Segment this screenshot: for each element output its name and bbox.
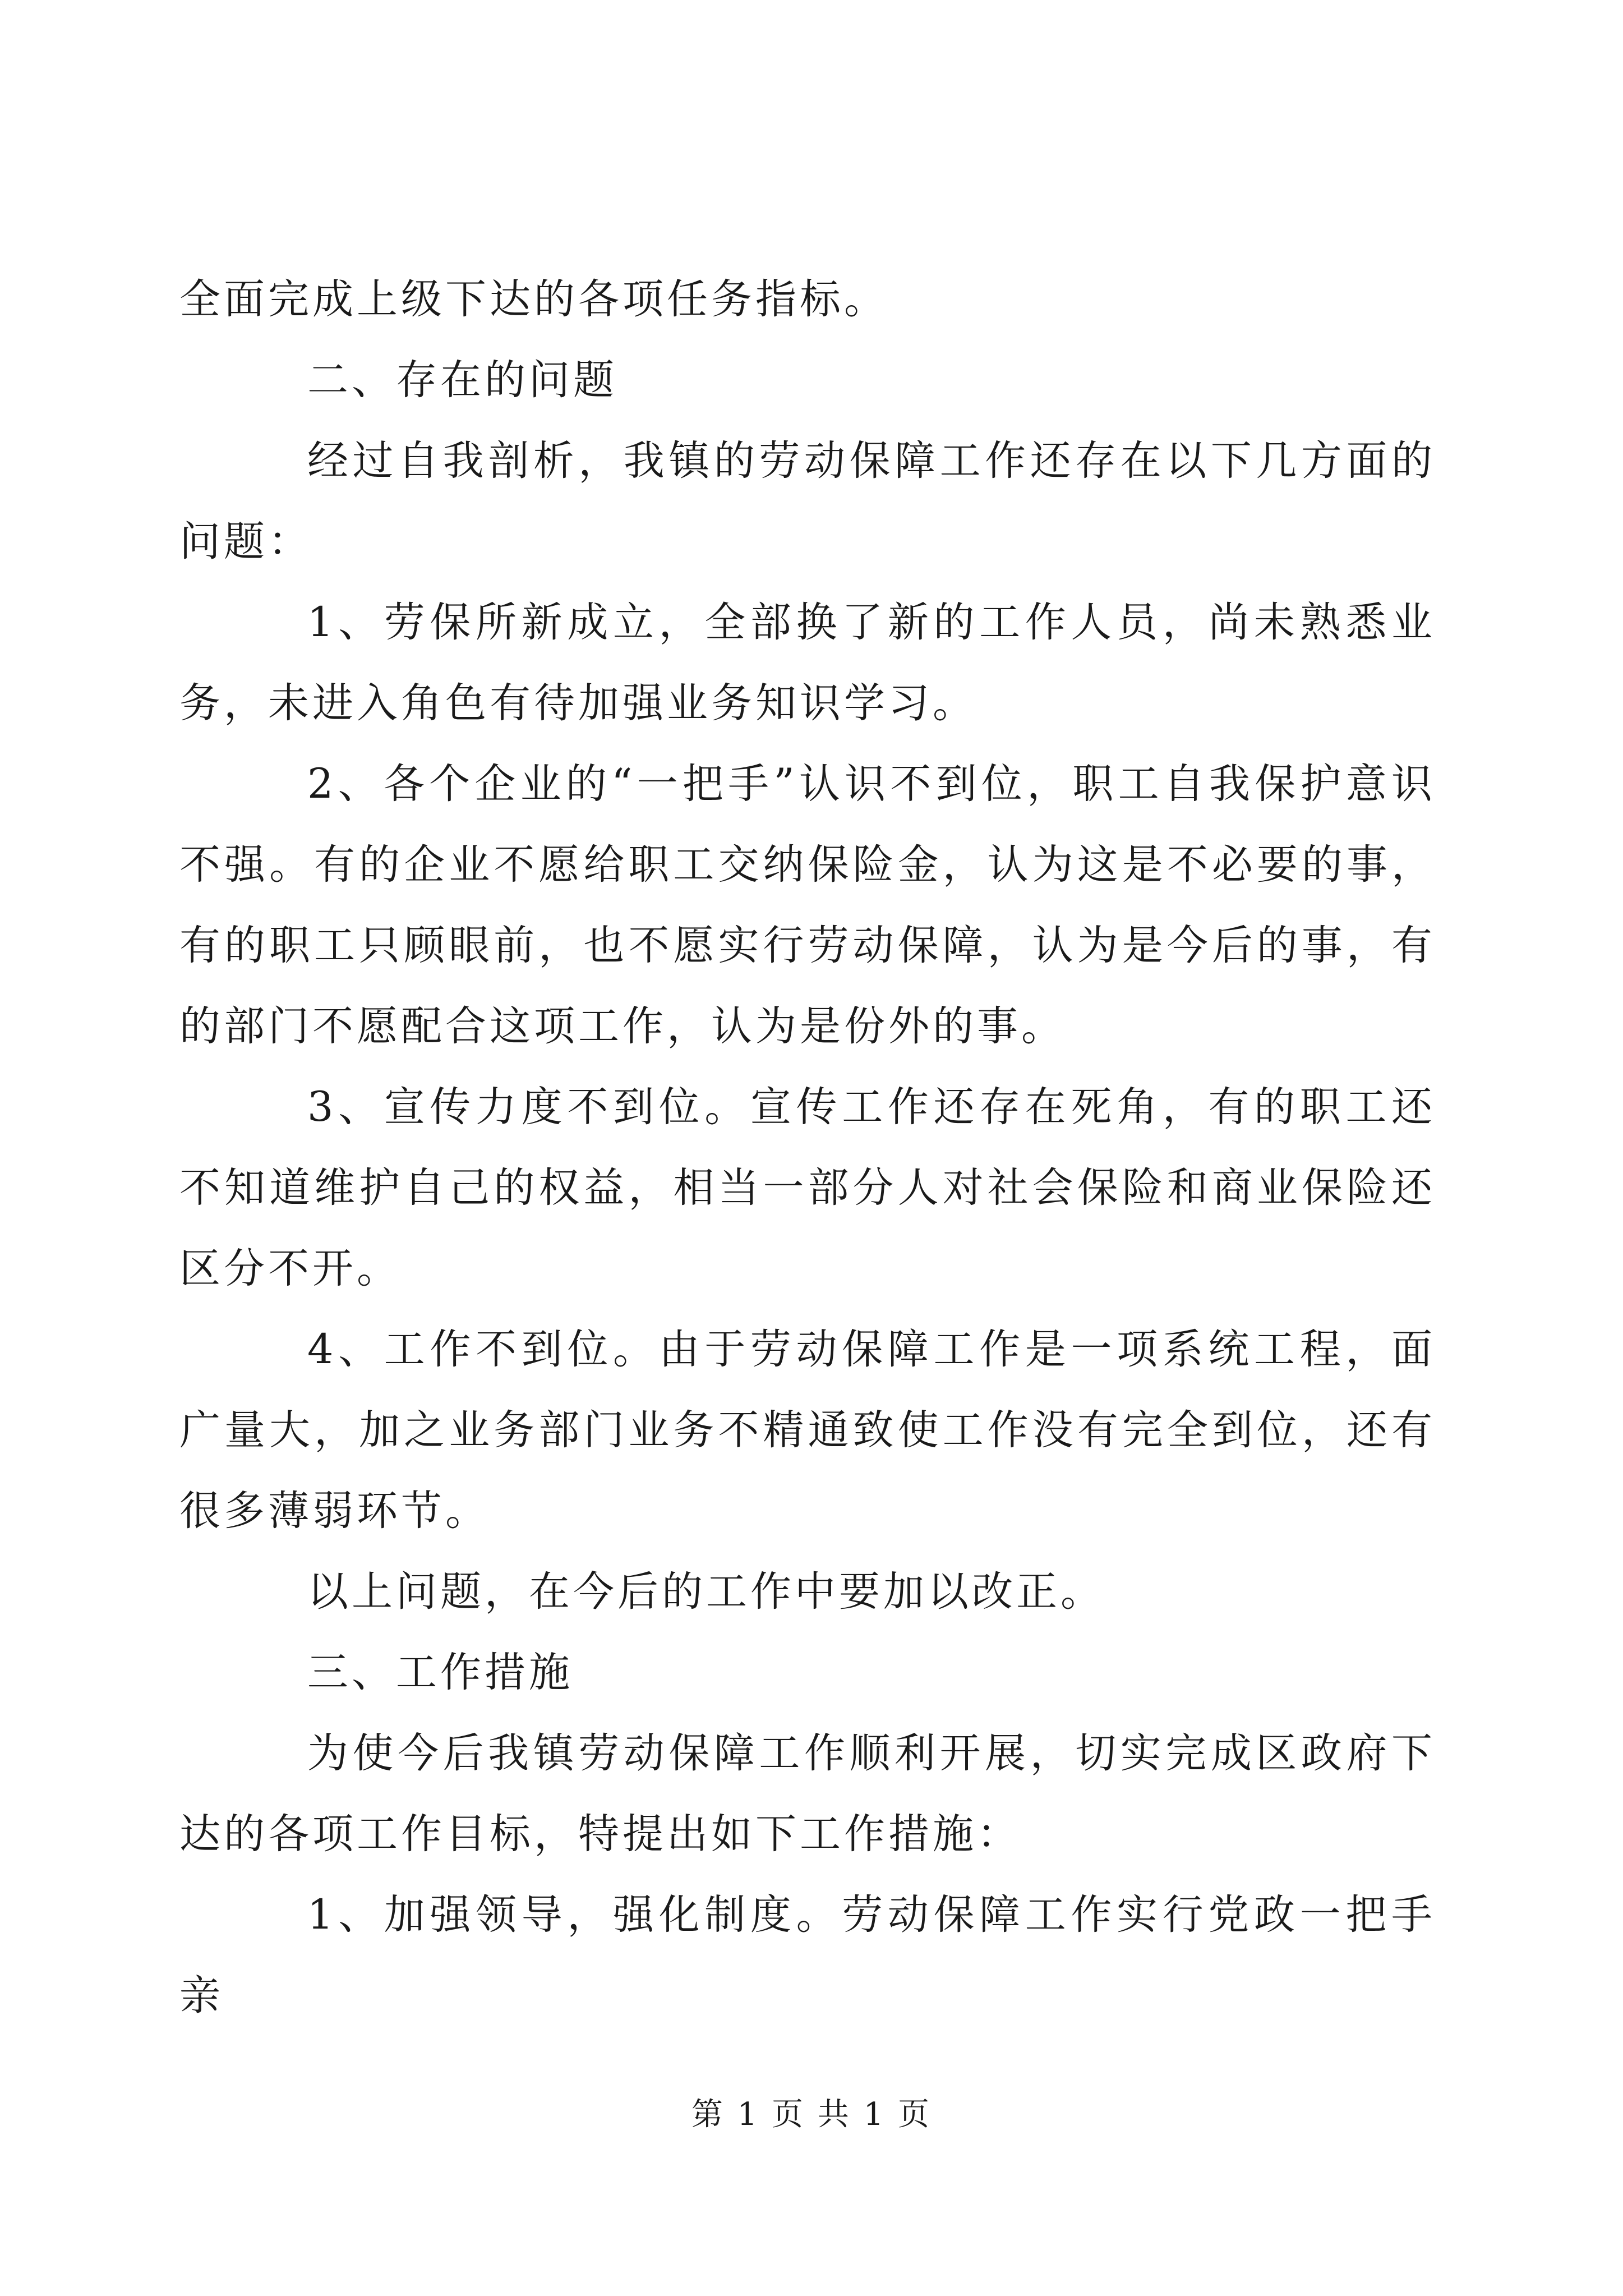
paragraph-intro-measures: 为使今后我镇劳动保障工作顺利开展，切实完成区政府下达的各项工作目标，特提出如下工作措施：: [179, 1729, 1436, 1858]
paragraph-problem-2: 2、各个企业的“一把手”认识不到位，职工自我保护意识不强。有的企业不愿给职工交纳保险金，认为这是不必要的事，有的职工只顾眼前，也不愿实行劳动保障，认为是今后的事，有的部门不愿配合这项工作，认为是份外的事。: [179, 760, 1436, 1050]
page-footer: 第 1 页 共 1 页: [691, 2096, 932, 2133]
document-body: [179, 259, 1436, 2036]
paragraph-problem-4: 4、工作不到位。由于劳动保障工作是一项系统工程，面广量大，加之业务部门业务不精通致使工作没有完全到位，还有很多薄弱环节。: [179, 1326, 1436, 1535]
section-heading-measures: 三、工作措施: [307, 1649, 573, 1696]
paragraph-measure-1: 1、加强领导，强化制度。劳动保障工作实行党政一把手亲: [179, 1891, 1436, 2019]
paragraph-problem-1: 1、劳保所新成立，全部换了新的工作人员，尚未熟悉业务，未进入角色有待加强业务知识学习。: [179, 599, 1436, 727]
section-heading-problems: 二、存在的问题: [307, 356, 617, 404]
paragraph-problem-3: 3、宣传力度不到位。宣传工作还存在死角，有的职工还不知道维护自己的权益，相当一部分人对社会保险和商业保险还区分不开。: [179, 1083, 1436, 1292]
paragraph-intro-problems: 经过自我剖析，我镇的劳动保障工作还存在以下几方面的问题：: [179, 437, 1436, 565]
paragraph-continuation: 全面完成上级下达的各项任务指标。: [179, 275, 888, 323]
paragraph-problems-summary: 以上问题，在今后的工作中要加以改正。: [307, 1568, 1105, 1616]
